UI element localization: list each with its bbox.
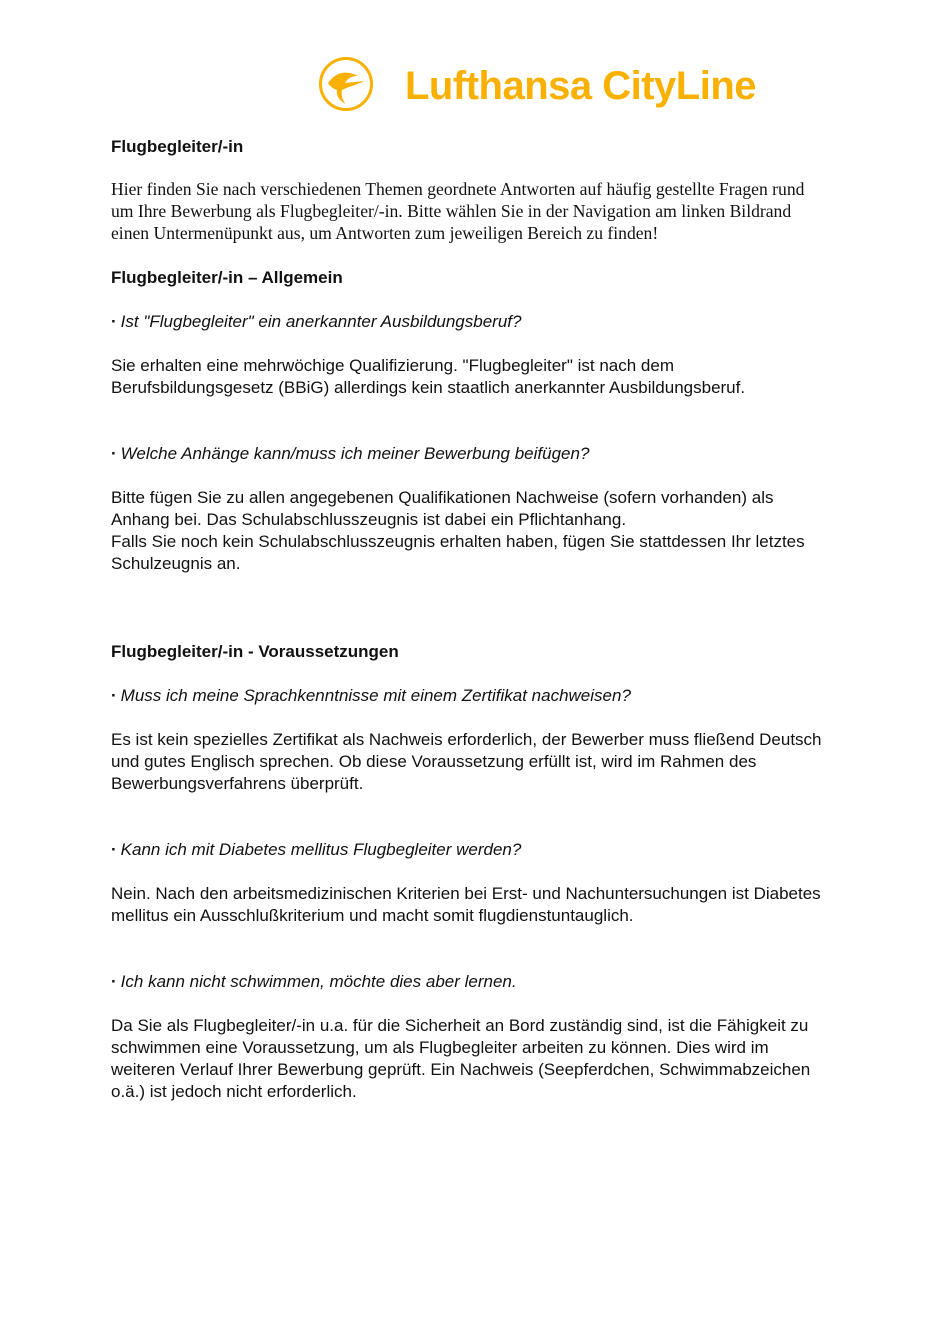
bullet-icon: · <box>111 840 117 859</box>
document-body <box>111 136 831 1103</box>
crane-in-circle-icon <box>318 56 374 112</box>
faq-answer: Nein. Nach den arbeitsmedizinischen Kriterien bei Erst- und Nachuntersuchungen ist Diabetes mellitus ein Ausschlußkriterium und macht somit flugdienstuntauglich. <box>111 884 821 925</box>
bullet-icon: · <box>111 312 117 331</box>
section-title-voraussetzungen: Flugbegleiter/-in - Voraussetzungen <box>111 642 399 661</box>
faq-question: · Ist "Flugbegleiter" ein anerkannter Ausbildungsberuf? <box>111 312 522 331</box>
bullet-icon: · <box>111 686 117 705</box>
bullet-icon: · <box>111 444 117 463</box>
faq-answer: Es ist kein spezielles Zertifikat als Nachweis erforderlich, der Bewerber muss fließend Deutsch und gutes Englisch sprechen. Ob diese Voraussetzung erfüllt ist, wird im Rahmen des Bewerbungsverfahrens überprüft. <box>111 730 822 793</box>
faq-question: · Kann ich mit Diabetes mellitus Flugbegleiter werden? <box>111 840 522 859</box>
faq-question: · Muss ich meine Sprachkenntnisse mit einem Zertifikat nachweisen? <box>111 686 631 705</box>
faq-answer-continued: Falls Sie noch kein Schulabschlusszeugnis erhalten haben, fügen Sie stattdessen Ihr letztes Schulzeugnis an. <box>111 532 805 573</box>
brand-wordmark: Lufthansa CityLine <box>405 64 757 108</box>
faq-answer: Sie erhalten eine mehrwöchige Qualifizierung. "Flugbegleiter" ist nach dem Berufsbildungsgesetz (BBiG) allerdings kein staatlich anerkannter Ausbildungsberuf. <box>111 356 746 397</box>
header <box>318 56 838 112</box>
faq-question: · Ich kann nicht schwimmen, möchte dies aber lernen. <box>111 972 517 991</box>
bullet-icon: · <box>111 972 117 991</box>
intro-text: Hier finden Sie nach verschiedenen Themen geordnete Antworten auf häufig gestellte Fragen rund um Ihre Bewerbung als Flugbegleiter/-in. Bitte wählen Sie in der Navigation am linken Bildrand einen Untermenüpunkt aus, um Antworten zum jeweiligen Bereich zu finden! <box>111 179 805 243</box>
faq-question: · Welche Anhänge kann/muss ich meiner Bewerbung beifügen? <box>111 444 590 463</box>
section-title-allgemein: Flugbegleiter/-in – Allgemein <box>111 268 343 287</box>
faq-answer: Da Sie als Flugbegleiter/-in u.a. für die Sicherheit an Bord zuständig sind, ist die Fähigkeit zu schwimmen eine Voraussetzung, um als Flugbegleiter arbeiten zu können. Dies wird im weiteren Verlauf Ihrer Bewerbung geprüft. Ein Nachweis (Seepferdchen, Schwimmabzeichen o.ä.) ist jedoch nicht erforderlich. <box>111 1016 811 1101</box>
page-title: Flugbegleiter/-in <box>111 137 244 156</box>
faq-answer: Bitte fügen Sie zu allen angegebenen Qualifikationen Nachweise (sofern vorhanden) als Anhang bei. Das Schulabschlusszeugnis ist dabei ein Pflichtanhang. <box>111 488 774 529</box>
